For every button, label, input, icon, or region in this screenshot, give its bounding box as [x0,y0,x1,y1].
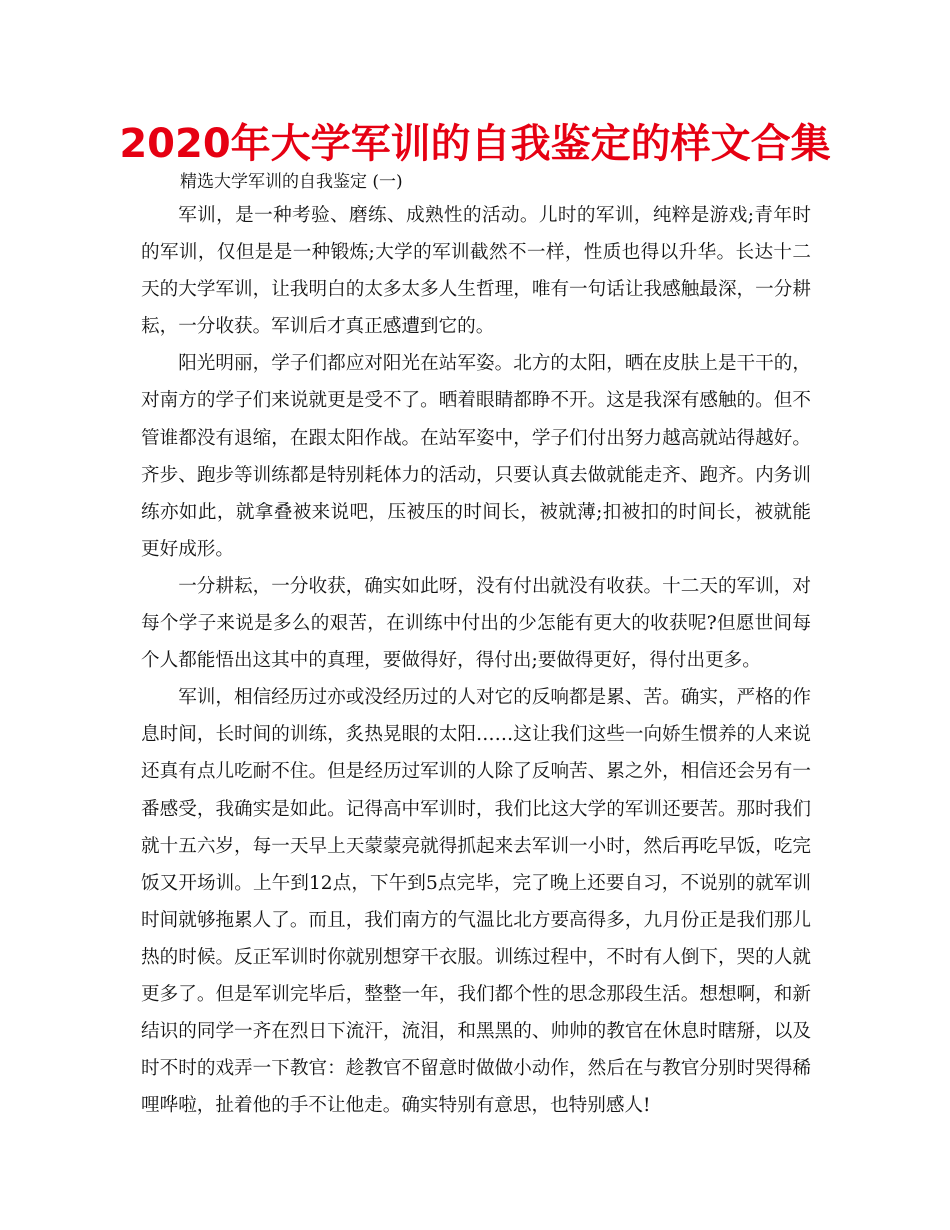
document-title: 2020年大学军训的自我鉴定的样文合集 [119,121,831,167]
paragraph: 军训，是一种考验、磨练、成熟性的活动。儿时的军训，纯粹是游戏;青年时的军训，仅但是是一种锻炼;大学的军训截然不一样，性质也得以升华。长达十二天的大学军训，让我明白的太多太多人生哲理，唯有一句话让我感触最深，一分耕耘，一分收获。军训后才真正感遭到它的。 [141,205,811,338]
paragraph: 阳光明丽，学子们都应对阳光在站军姿。北方的太阳，晒在皮肤上是干干的，对南方的学子们来说就更是受不了。晒着眼睛都睁不开。这是我深有感触的。但不管谁都没有退缩，在跟太阳作战。在站军姿中，学子们付出努力越高就站得越好。齐步、跑步等训练都是特别耗体力的活动，只要认真去做就能走齐、跑齐。内务训练亦如此，就拿叠被来说吧，压被压的时间长，被就薄;扣被扣的时间长，被就能更好成形。 [141,353,811,560]
paragraph: 军训，相信经历过亦或没经历过的人对它的反响都是累、苦。确实，严格的作息时间，长时间的训练，炙热晃眼的太阳……这让我们这些一向娇生惯养的人来说还真有点儿吃耐不住。但是经历过军训的人除了反响苦、累之外，相信还会另有一番感受，我确实是如此。记得高中军训时，我们比这大学的军训还要苦。那时我们就十五六岁，每一天早上天蒙蒙亮就得抓起来去军训一小时，然后再吃早饭，吃完饭又开场训。上午到12点，下午到5点完毕，完了晚上还要自习，不说别的就军训时间就够拖累人了。而且，我们南方的气温比北方要高得多，九月份正是我们那儿热的时候。反正军训时你就别想穿干衣服。训练过程中，不时有人倒下，哭的人就更多了。但是军训完毕后，整整一年，我们都个性的思念那段生活。想想啊，和新结识的同学一齐在烈日下流汗，流泪，和黑黑的、帅帅的教官在休息时瞎掰，以及时不时的戏弄一下教官：趁教官不留意时做做小动作，然后在与教官分别时哭得稀哩哗啦，扯着他的手不让他走。确实特别有意思，也特别感人! [141,687,811,1117]
section-subtitle: 精选大学军训的自我鉴定 (一) [180,172,403,192]
paragraph: 一分耕耘，一分收获，确实如此呀，没有付出就没有收获。十二天的军训，对每个学子来说是多么的艰苦，在训练中付出的少怎能有更大的收获呢?但愿世间每个人都能悟出这其中的真理，要做得好，得付出;要做得更好，得付出更多。 [141,575,811,672]
document-body [141,197,811,1124]
